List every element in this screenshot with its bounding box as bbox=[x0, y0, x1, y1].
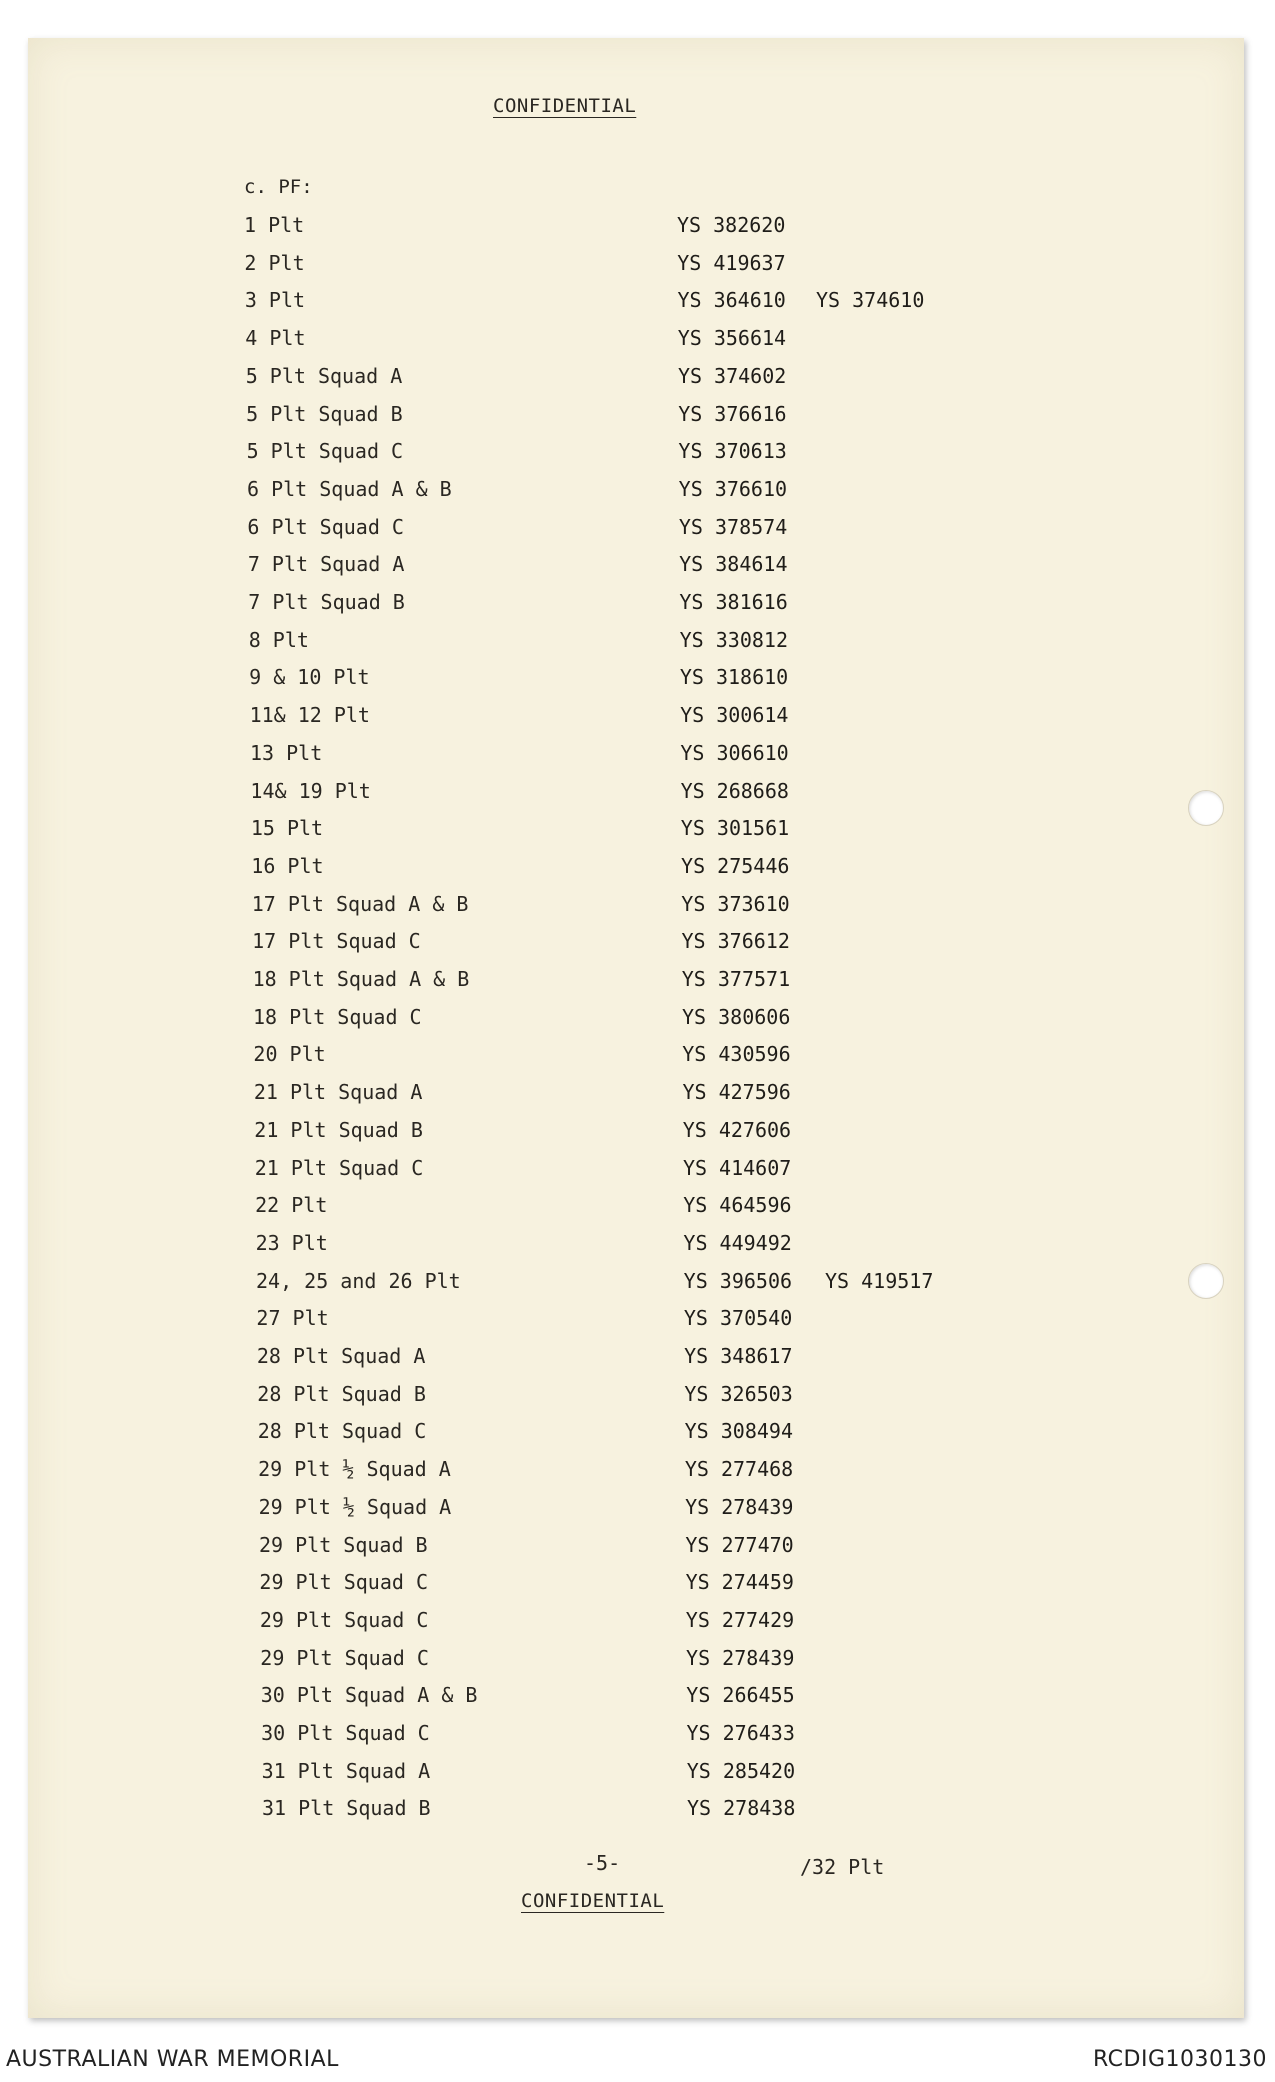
unit-label: 29 Plt ½ Squad A bbox=[258, 1494, 452, 1519]
grid-reference: YS 364610 bbox=[677, 288, 786, 313]
archive-credit: AUSTRALIAN WAR MEMORIAL bbox=[6, 2047, 339, 2072]
page-number: -5- bbox=[584, 1851, 621, 1875]
grid-reference: YS 376612 bbox=[681, 929, 790, 954]
unit-label: 17 Plt Squad C bbox=[252, 929, 421, 954]
grid-reference: YS 277470 bbox=[685, 1532, 794, 1557]
grid-reference: YS 275446 bbox=[681, 853, 790, 878]
unit-label: 30 Plt Squad A & B bbox=[260, 1683, 478, 1708]
grid-reference: YS 370540 bbox=[683, 1306, 793, 1331]
grid-reference: YS 396506 bbox=[683, 1268, 793, 1293]
grid-reference: YS 378574 bbox=[678, 514, 788, 539]
grid-reference: YS 300614 bbox=[680, 703, 789, 728]
unit-label: 5 Plt Squad B bbox=[246, 401, 403, 426]
grid-reference: YS 374602 bbox=[677, 363, 787, 388]
unit-label: 11& 12 Plt bbox=[249, 703, 370, 728]
grid-reference: YS 356614 bbox=[677, 326, 787, 351]
unit-label: 30 Plt Squad C bbox=[261, 1721, 430, 1745]
unit-label: 22 Plt bbox=[255, 1193, 328, 1218]
unit-label: 5 Plt Squad C bbox=[246, 439, 404, 464]
continuation-catchword: /32 Plt bbox=[800, 1855, 885, 1879]
unit-label: 29 Plt ½ Squad A bbox=[258, 1457, 451, 1482]
grid-reference: YS 381616 bbox=[679, 590, 788, 614]
grid-reference-secondary: YS 419517 bbox=[825, 1268, 934, 1293]
unit-label: 28 Plt Squad B bbox=[257, 1381, 426, 1406]
punch-hole bbox=[1188, 1263, 1224, 1299]
grid-reference: YS 449492 bbox=[683, 1230, 792, 1255]
unit-label: 31 Plt Squad B bbox=[262, 1796, 431, 1821]
classification-footer: CONFIDENTIAL bbox=[521, 1890, 665, 1912]
grid-reference: YS 376610 bbox=[678, 476, 788, 501]
unit-label: 29 Plt Squad C bbox=[259, 1607, 429, 1632]
grid-reference: YS 285420 bbox=[686, 1758, 796, 1783]
unit-label: 2 Plt bbox=[244, 250, 305, 275]
unit-label: 21 Plt Squad C bbox=[254, 1155, 424, 1180]
grid-reference: YS 276433 bbox=[686, 1721, 795, 1745]
unit-label: 16 Plt bbox=[251, 853, 324, 878]
unit-label: 18 Plt Squad A & B bbox=[252, 967, 470, 991]
grid-reference: YS 419637 bbox=[677, 250, 786, 275]
unit-label: 29 Plt Squad C bbox=[259, 1570, 428, 1595]
unit-label: 28 Plt Squad A bbox=[256, 1344, 426, 1368]
grid-reference: YS 380606 bbox=[682, 1004, 791, 1029]
unit-label: 14& 19 Plt bbox=[250, 778, 371, 803]
unit-label: 29 Plt Squad C bbox=[260, 1645, 429, 1670]
unit-label: 17 Plt Squad A & B bbox=[251, 891, 469, 916]
unit-label: 20 Plt bbox=[253, 1042, 326, 1067]
unit-label: 1 Plt bbox=[244, 213, 305, 237]
unit-label: 8 Plt bbox=[248, 627, 309, 652]
grid-reference: YS 430596 bbox=[682, 1042, 791, 1067]
grid-reference: YS 384614 bbox=[679, 552, 788, 577]
unit-label: 21 Plt Squad B bbox=[254, 1117, 423, 1142]
grid-reference: YS 306610 bbox=[680, 740, 789, 765]
unit-label: 7 Plt Squad B bbox=[248, 590, 405, 614]
grid-reference: YS 464596 bbox=[683, 1193, 792, 1218]
grid-reference: YS 278439 bbox=[686, 1645, 795, 1670]
unit-label: 18 Plt Squad C bbox=[253, 1004, 422, 1029]
grid-reference: YS 277468 bbox=[684, 1457, 794, 1482]
grid-reference: YS 330812 bbox=[679, 627, 788, 652]
grid-reference: YS 414607 bbox=[682, 1155, 792, 1180]
grid-reference: YS 427596 bbox=[682, 1080, 791, 1105]
grid-reference: YS 326503 bbox=[684, 1381, 793, 1406]
grid-reference: YS 318610 bbox=[679, 665, 789, 690]
unit-label: 21 Plt Squad A bbox=[253, 1080, 423, 1105]
grid-reference: YS 277429 bbox=[685, 1607, 795, 1632]
unit-label: 6 Plt Squad A & B bbox=[247, 476, 452, 501]
unit-label: 9 & 10 Plt bbox=[249, 665, 370, 690]
grid-reference: YS 373610 bbox=[681, 891, 790, 916]
grid-reference: YS 370613 bbox=[678, 439, 787, 464]
unit-label: 3 Plt bbox=[244, 288, 306, 313]
unit-label: 5 Plt Squad A bbox=[245, 363, 403, 388]
unit-label: 6 Plt Squad C bbox=[247, 514, 404, 539]
grid-reference: YS 266455 bbox=[686, 1683, 795, 1708]
grid-reference: YS 268668 bbox=[680, 778, 789, 803]
grid-reference: YS 348617 bbox=[684, 1344, 793, 1368]
unit-label: 7 Plt Squad A bbox=[247, 552, 405, 577]
section-label: c. PF: bbox=[244, 176, 313, 198]
unit-label: 29 Plt Squad B bbox=[259, 1532, 428, 1557]
grid-reference: YS 278439 bbox=[685, 1494, 794, 1519]
classification-header: CONFIDENTIAL bbox=[493, 95, 637, 117]
document-page bbox=[28, 38, 1244, 2018]
unit-label: 15 Plt bbox=[250, 816, 324, 841]
grid-reference: YS 278438 bbox=[687, 1796, 796, 1821]
punch-hole bbox=[1188, 790, 1224, 826]
grid-reference: YS 308494 bbox=[684, 1419, 793, 1444]
unit-label: 28 Plt Squad C bbox=[257, 1419, 427, 1444]
unit-label: 13 Plt bbox=[250, 740, 323, 765]
grid-reference: YS 382620 bbox=[677, 213, 786, 237]
unit-label: 23 Plt bbox=[255, 1230, 328, 1255]
unit-label: 4 Plt bbox=[245, 326, 306, 351]
archive-reference: RCDIG1030130 bbox=[1092, 2047, 1267, 2072]
unit-label: 27 Plt bbox=[256, 1306, 329, 1331]
grid-reference: YS 301561 bbox=[680, 816, 790, 841]
grid-reference: YS 376616 bbox=[678, 401, 787, 426]
unit-label: 24, 25 and 26 Plt bbox=[256, 1268, 461, 1293]
grid-reference: YS 274459 bbox=[685, 1570, 794, 1595]
unit-label: 31 Plt Squad A bbox=[261, 1758, 431, 1783]
grid-reference-secondary: YS 374610 bbox=[816, 288, 925, 313]
grid-reference: YS 377571 bbox=[681, 967, 791, 991]
grid-reference: YS 427606 bbox=[682, 1117, 792, 1142]
